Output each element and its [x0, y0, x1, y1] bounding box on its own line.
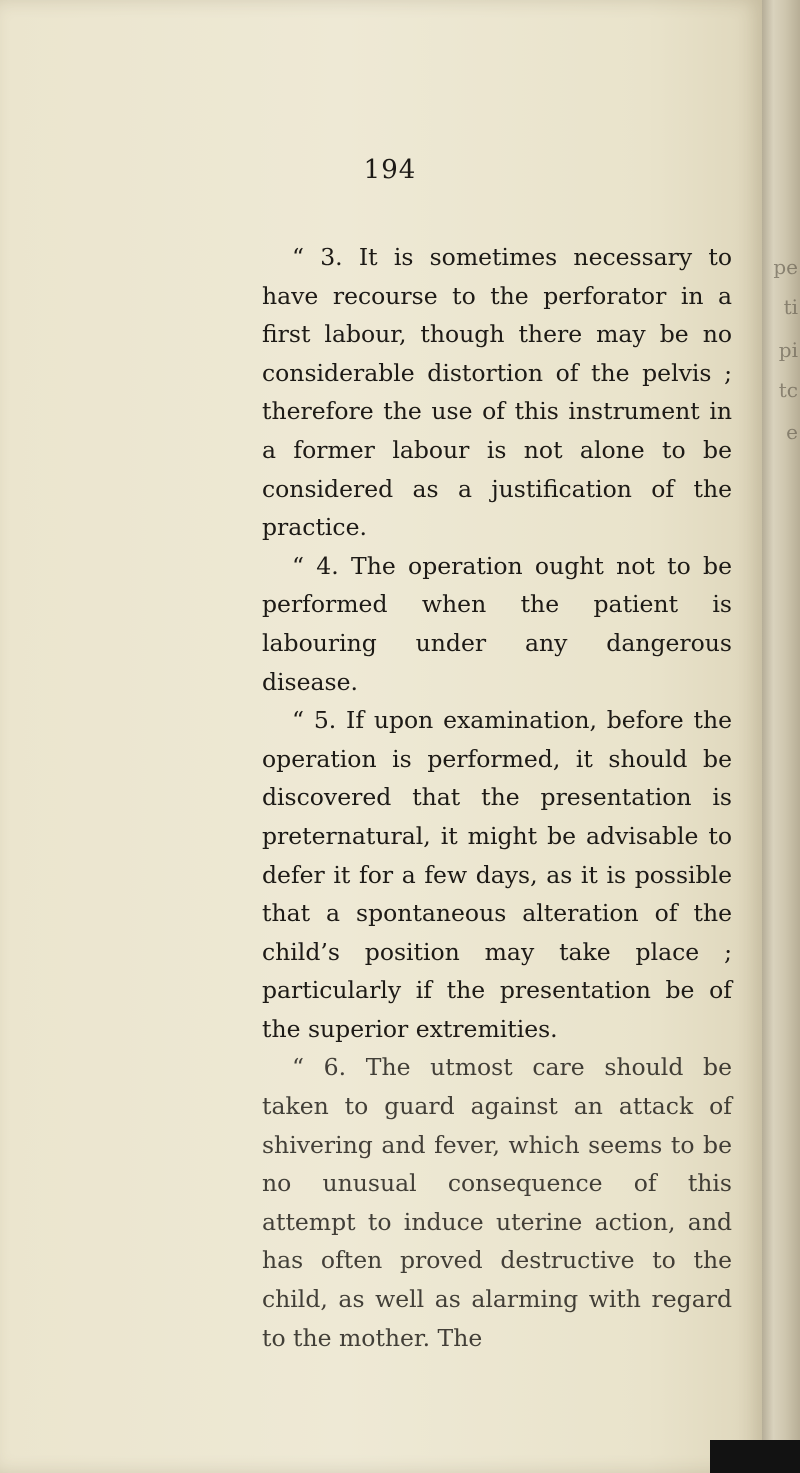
paragraph-6: “ 6. The utmost care should be taken to guard against an attack of shivering and fever, which seems to be no unusual consequence of this attempt to induce uterine action, and has often proved destructive to the child, as well as alarming with regard to the mother. The: [262, 1053, 732, 1352]
body-text: [262, 238, 732, 1357]
facing-page-edge: [762, 0, 800, 1473]
scan-edge-block: [710, 1440, 800, 1473]
margin-fragment: ti: [783, 295, 798, 319]
paragraph-4: “ 4. The operation ought not to be performed when the patient is labouring under any dangerous disease.: [262, 551, 732, 696]
margin-fragment: pe: [773, 255, 798, 279]
margin-fragment: e: [786, 420, 798, 444]
paragraph-3: “ 3. It is sometimes necessary to have recourse to the perforator in a first labour, though there may be no considerable distortion of the pelvis ; therefore the use of this instrument in a former labour is not alone to be considered as a justification of the practice.: [262, 243, 732, 542]
paragraph-5: “ 5. If upon examination, before the operation is performed, it should be discovered that the presentation is preternatural, it might be advisable to defer it for a few days, as it is possible that a spontaneous alteration of the child’s position may take place ; particularly if the presentation be of the superior extremities.: [262, 706, 732, 1043]
margin-fragment: pi: [778, 338, 798, 362]
margin-fragment: tc: [778, 378, 798, 402]
page-number: 194: [363, 155, 417, 185]
